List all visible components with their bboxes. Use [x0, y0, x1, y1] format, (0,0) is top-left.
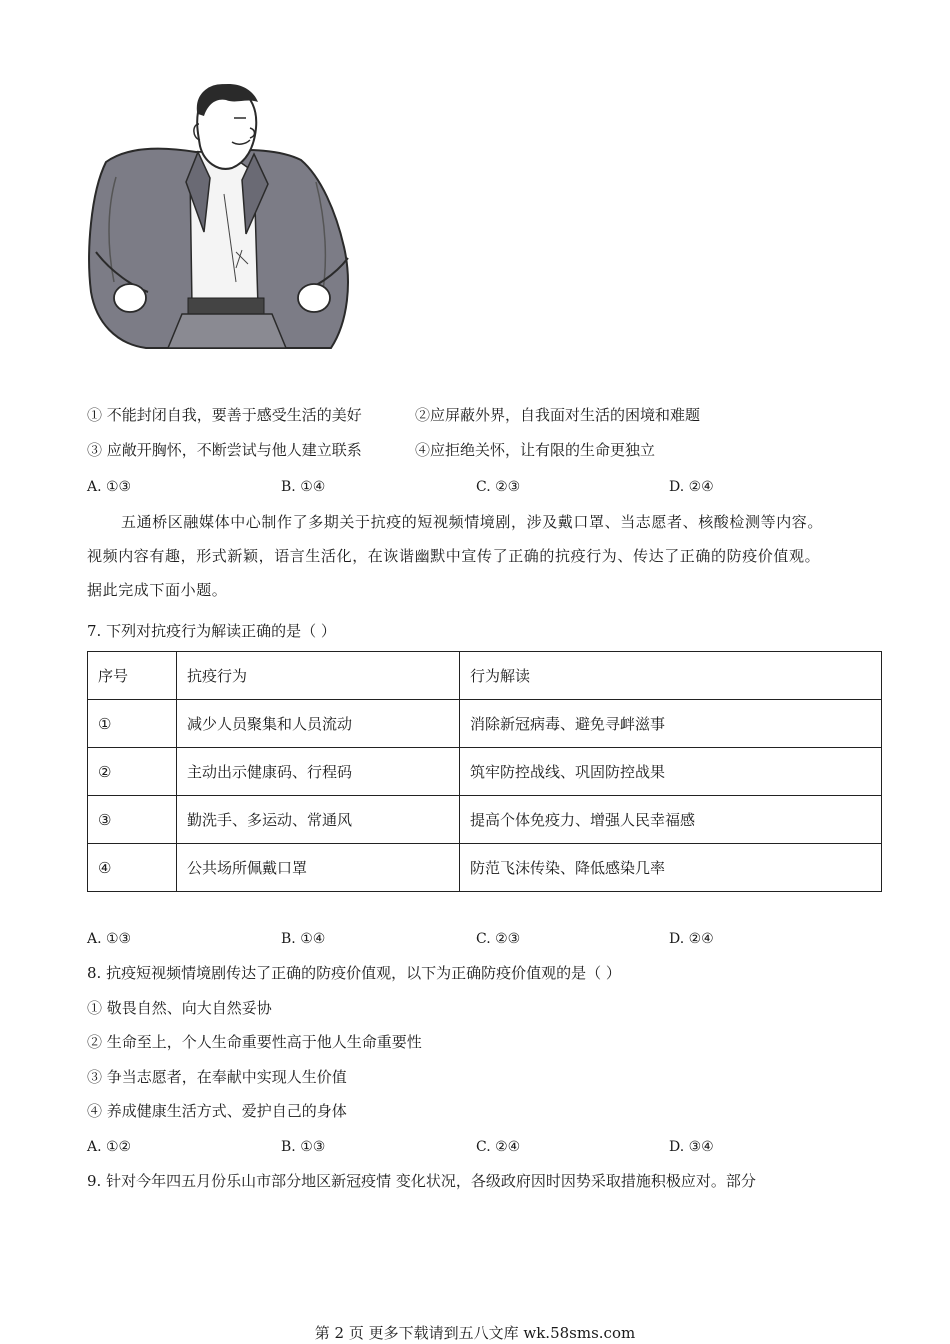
- passage-line-1: 五通桥区融媒体中心制作了多期关于抗疫的短视频情境剧，涉及戴口罩、当志愿者、核酸检测等内容。: [121, 513, 824, 531]
- question-8-stem: 8. 抗疫短视频情境剧传达了正确的防疫价值观，以下为正确防疫价值观的是（ ）: [87, 964, 621, 982]
- passage-line-2: 视频内容有趣，形式新颖，语言生活化，在诙谐幽默中宣传了正确的抗疫行为、传达了正确的防疫价值观。: [87, 547, 821, 565]
- statement-1: ① 不能封闭自我，要善于感受生活的美好: [87, 406, 362, 424]
- option-a[interactable]: A. ①③: [87, 479, 132, 495]
- table-row: [88, 700, 882, 748]
- option-c[interactable]: C. ②④: [476, 1139, 521, 1155]
- header-interpretation: 行为解读: [460, 652, 882, 700]
- statement-3: ③ 应敞开胸怀，不断尝试与他人建立联系: [87, 441, 362, 459]
- option-b[interactable]: B. ①④: [281, 479, 326, 495]
- row-index: ④: [88, 844, 177, 892]
- table-row: [88, 748, 882, 796]
- row-action: 勤洗手、多运动、常通风: [177, 796, 460, 844]
- table-row: [88, 796, 882, 844]
- option-a[interactable]: A. ①③: [87, 931, 132, 947]
- row-interpretation: 防范飞沫传染、降低感染几率: [460, 844, 882, 892]
- option-d[interactable]: D. ②④: [669, 931, 714, 947]
- question-7-stem: 7. 下列对抗疫行为解读正确的是（ ）: [87, 622, 336, 640]
- row-interpretation: 提高个体免疫力、增强人民幸福感: [460, 796, 882, 844]
- q8-statement-2: ② 生命至上，个人生命重要性高于他人生命重要性: [87, 1033, 422, 1051]
- statement-2: ②应屏蔽外界，自我面对生活的困境和难题: [415, 406, 701, 424]
- row-index: ③: [88, 796, 177, 844]
- option-d[interactable]: D. ②④: [669, 479, 714, 495]
- q8-statement-4: ④ 养成健康生活方式、爱护自己的身体: [87, 1102, 347, 1120]
- row-index: ①: [88, 700, 177, 748]
- q6-options: [87, 477, 867, 497]
- row-interpretation: 消除新冠病毒、避免寻衅滋事: [460, 700, 882, 748]
- row-interpretation: 筑牢防控战线、巩固防控战果: [460, 748, 882, 796]
- option-c[interactable]: C. ②③: [476, 931, 521, 947]
- header-index: 序号: [88, 652, 177, 700]
- option-c[interactable]: C. ②③: [476, 479, 521, 495]
- row-action: 主动出示健康码、行程码: [177, 748, 460, 796]
- header-action: 抗疫行为: [177, 652, 460, 700]
- option-b[interactable]: B. ①③: [281, 1139, 326, 1155]
- reading-passage: [87, 505, 882, 607]
- cartoon-man-illustration: [86, 82, 352, 350]
- q8-statement-1: ① 敬畏自然、向大自然妥协: [87, 999, 272, 1017]
- table-header-row: [88, 652, 882, 700]
- row-action: 公共场所佩戴口罩: [177, 844, 460, 892]
- question-9-stem: 9. 针对今年四五月份乐山市部分地区新冠疫情 变化状况，各级政府因时因势采取措施积极应对。部分: [87, 1172, 756, 1190]
- option-d[interactable]: D. ③④: [669, 1139, 714, 1155]
- option-b[interactable]: B. ①④: [281, 931, 326, 947]
- q7-table: [87, 651, 882, 892]
- statement-4: ④应拒绝关怀，让有限的生命更独立: [415, 441, 656, 459]
- option-a[interactable]: A. ①②: [87, 1139, 132, 1155]
- row-action: 减少人员聚集和人员流动: [177, 700, 460, 748]
- q7-options: [87, 929, 867, 949]
- q8-options: [87, 1137, 867, 1157]
- row-index: ②: [88, 748, 177, 796]
- passage-line-3: 据此完成下面小题。: [87, 581, 228, 599]
- table-row: [88, 844, 882, 892]
- page-footer: 第 2 页 更多下载请到五八文库 wk.58sms.com: [314, 1324, 636, 1342]
- q8-statement-3: ③ 争当志愿者，在奉献中实现人生价值: [87, 1068, 347, 1086]
